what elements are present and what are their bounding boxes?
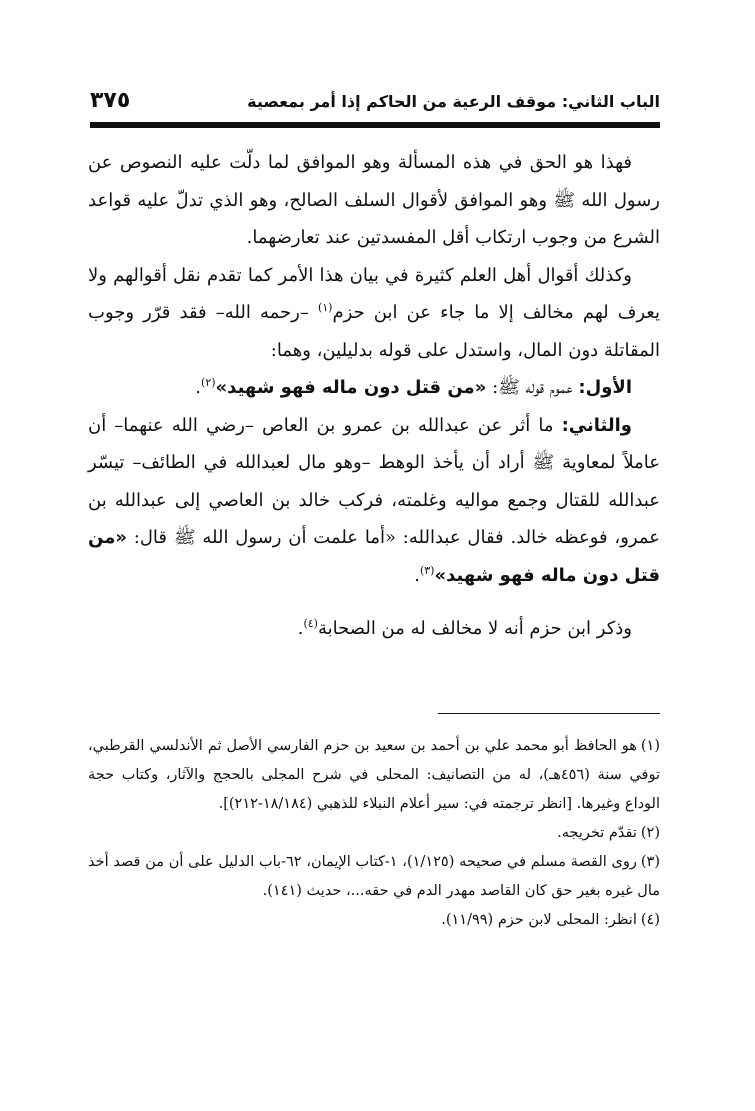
footnote-rule	[438, 713, 660, 714]
footnote-number: (٢)	[640, 825, 660, 841]
footnote-number: (٤)	[640, 912, 660, 928]
paragraph-last-text: وذكر ابن حزم أنه لا مخالف له من الصحابة	[317, 618, 632, 639]
footnote-text: هو الحافظ أبو محمد علي بن أحمد بن سعيد بن حزم الفارسي الأصل ثم الأندلسي القرطبي، توفي سنة (٤٥٦هـ)، له من التصانيف: المحلى في شرح المجلى بالحجج والآثار، وكتاب حجة الوداع وغيرها. [انظر ترجمته في: سير أعلام النبلاء للذهبي (١٨/١٨٤-٢١٢)].	[88, 738, 661, 812]
footnote-ref-1[interactable]: (١)	[317, 301, 333, 314]
second-evidence-text: ما أثر عن عبدالله بن عمرو بن العاص –رضي الله عنهما– أن عاملاً لمعاوية ﷺ أراد أن يأخذ الوهط –وهو مال لعبدالله في الطائف– تيسّر عبدالله للقتال وجمع مواليه وغلمته، فركب خالد بن العاصي إلى عبدالله بن عمرو، فوعظه خالد. فقال عبدالله: «أما علمت أن رسول الله ﷺ قال:	[88, 414, 660, 548]
footnote-2	[88, 819, 660, 848]
paragraph-1: فهذا هو الحق في هذه المسألة وهو الموافق لما دلّت عليه النصوص عن رسول الله ﷺ وهو الموافق لأقوال السلف الصالح، وهو الذي تدلّ عليه قواعد الشرع من وجوب ارتكاب أقل المفسدتين عند تعارضهما.	[88, 152, 660, 248]
footnote-text: روى القصة مسلم في صحيحه (١/١٢٥)، ١-كتاب الإيمان، ٦٢-باب الدليل على أن من قصد أخذ مال غيره بغير حق كان القاصد مهدر الدم في حقه...، حديث (١٤١).	[88, 854, 660, 899]
footnotes	[88, 732, 660, 935]
footnote-text: انظر: المحلى لابن حزم (١١/٩٩).	[441, 912, 637, 928]
main-text	[88, 144, 660, 648]
footnote-1	[88, 732, 660, 819]
footnote-ref-4[interactable]: (٤)	[303, 617, 318, 630]
first-evidence-label: الأول:	[578, 377, 632, 398]
first-evidence-text: عموم قوله ﷺ:	[486, 377, 579, 398]
page-number: ٣٧٥	[90, 88, 131, 113]
running-header	[90, 90, 660, 122]
footnote-3	[88, 848, 660, 906]
paragraph-2	[88, 257, 660, 370]
footnote-4	[88, 906, 660, 935]
footnote-number: (٣)	[640, 854, 660, 870]
second-evidence: والثاني: ما أثر عن عبدالله بن عمرو بن العاص –رضي الله عنهما– أن عاملاً لمعاوية ﷺ أراد أن يأخذ الوهط –وهو مال لعبدالله في الطائف– تيسّر عبدالله للقتال وجمع مواليه وغلمته، فركب خالد بن العاصي إلى عبدالله بن عمرو، فوعظه خالد. فقال عبدالله: «أما علمت أن رسول الله ﷺ قال: «من قتل دون ماله فهو شهيد»$^{(٣)}$.	[88, 414, 660, 586]
second-hadith: «من قتل دون ماله فهو شهيد»	[88, 527, 660, 586]
footnote-number: (١)	[640, 738, 660, 754]
paragraph-2-text-b: –رحمه الله– فقد قرّر وجوب المقاتلة دون المال، واستدل على قوله بدليلين، وهما:	[88, 302, 660, 361]
header-rule	[90, 122, 660, 128]
second-evidence-label: والثاني:	[561, 414, 632, 436]
paragraph-2-text-a: وكذلك أقوال أهل العلم كثيرة في بيان هذا الأمر كما تقدم نقل أقوالهم ولا يعرف لهم مخالف إلا ما جاء عن ابن حزم	[88, 264, 660, 323]
footnote-text: تقدّم تخريجه.	[557, 825, 637, 841]
footnote-ref-3[interactable]: (٣)	[419, 563, 435, 577]
first-hadith: «من قتل دون ماله فهو شهيد»	[215, 377, 487, 398]
chapter-title: الباب الثاني: موقف الرعية من الحاكم إذا أمر بمعصية	[247, 92, 660, 111]
first-evidence: الأول: عموم قوله ﷺ: «من قتل دون ماله فهو شهيد»$^{(٢)}$.	[195, 376, 632, 398]
footnote-ref-2[interactable]: (٢)	[201, 376, 216, 389]
paragraph-last: وذكر ابن حزم أنه لا مخالف له من الصحابة$^{(٤)}$.	[297, 617, 632, 639]
